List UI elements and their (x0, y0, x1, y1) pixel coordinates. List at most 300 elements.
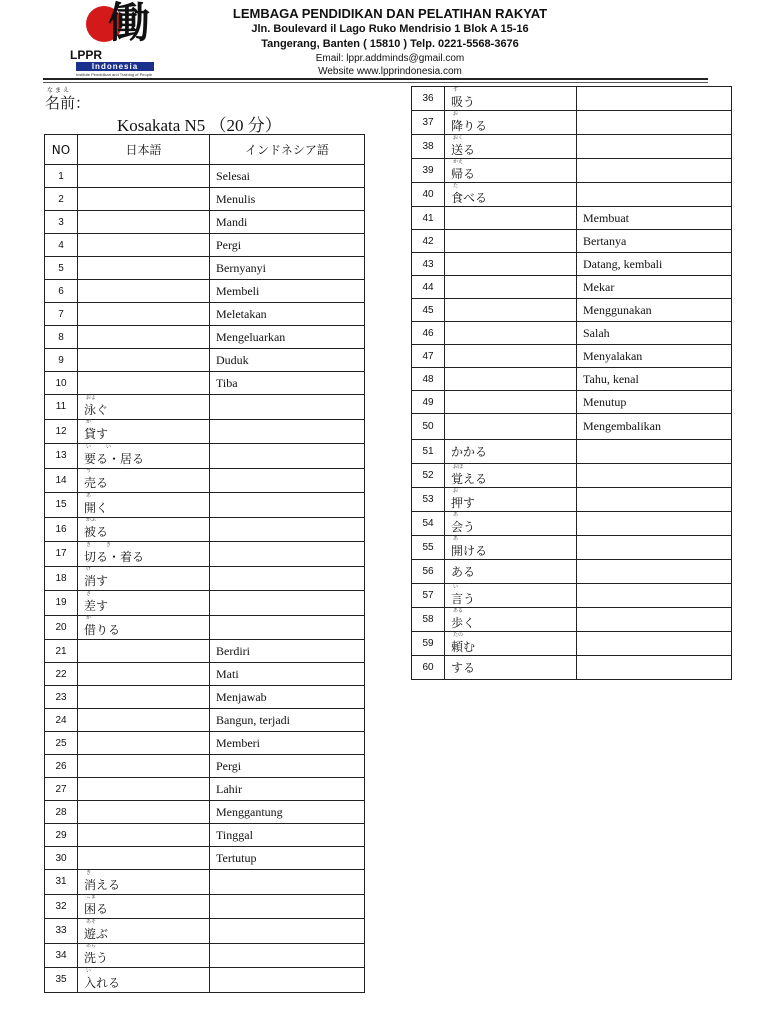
japanese-cell[interactable] (445, 87, 577, 111)
indonesian-cell[interactable]: Datang, kembali (577, 253, 732, 276)
row-number: 1 (45, 165, 78, 188)
furigana: き き (86, 541, 112, 548)
table-row (412, 159, 732, 183)
japanese-word: 帰る (451, 166, 476, 181)
table-row (412, 391, 732, 414)
furigana: い (86, 967, 92, 974)
indonesian-cell[interactable]: Mati (210, 663, 365, 686)
japanese-cell[interactable] (445, 656, 577, 680)
japanese-cell[interactable] (78, 591, 210, 616)
header-divider (43, 78, 708, 80)
japanese-cell[interactable] (78, 517, 210, 542)
japanese-cell[interactable] (445, 276, 577, 299)
table-row (412, 111, 732, 135)
japanese-cell[interactable] (78, 493, 210, 518)
row-number: 56 (412, 560, 445, 584)
row-number: 60 (412, 656, 445, 680)
japanese-cell[interactable] (78, 732, 210, 755)
table-row (45, 591, 365, 616)
furigana: ある (453, 607, 464, 614)
row-number: 7 (45, 303, 78, 326)
table-row (45, 686, 365, 709)
japanese-cell[interactable] (78, 943, 210, 968)
japanese-cell[interactable] (78, 640, 210, 663)
indonesian-cell[interactable]: Pergi (210, 755, 365, 778)
indonesian-cell[interactable]: Tinggal (210, 824, 365, 847)
indonesian-cell[interactable] (210, 542, 365, 567)
indonesian-cell[interactable] (210, 968, 365, 993)
indonesian-cell[interactable]: Duduk (210, 349, 365, 372)
table-row (412, 414, 732, 440)
table-row (412, 183, 732, 207)
indonesian-cell[interactable] (577, 464, 732, 488)
name-field-label (45, 87, 91, 113)
table-row (412, 135, 732, 159)
row-number: 55 (412, 536, 445, 560)
table-row (412, 512, 732, 536)
table-row (412, 464, 732, 488)
indonesian-cell[interactable]: Lahir (210, 778, 365, 801)
table-row (45, 542, 365, 567)
japanese-word: 要る・居る (84, 451, 145, 466)
indonesian-cell[interactable] (577, 512, 732, 536)
row-number: 28 (45, 801, 78, 824)
japanese-word: 借りる (84, 623, 121, 638)
japanese-cell[interactable] (78, 444, 210, 469)
indonesian-cell[interactable]: Tertutup (210, 847, 365, 870)
japanese-cell[interactable] (445, 368, 577, 391)
table-row (45, 968, 365, 993)
indonesian-cell[interactable] (210, 919, 365, 944)
indonesian-cell[interactable] (577, 656, 732, 680)
japanese-word: 吸う (451, 94, 476, 109)
furigana: あら (86, 943, 97, 950)
furigana: あそ (86, 918, 97, 925)
japanese-cell[interactable] (445, 608, 577, 632)
table-row (45, 663, 365, 686)
row-number: 9 (45, 349, 78, 372)
indonesian-cell[interactable] (577, 111, 732, 135)
table-row (45, 709, 365, 732)
japanese-cell[interactable] (78, 755, 210, 778)
table-row (45, 303, 365, 326)
row-number: 6 (45, 280, 78, 303)
japanese-word: 困る (84, 902, 109, 917)
row-number: 35 (45, 968, 78, 993)
table-row (45, 419, 365, 444)
row-number: 2 (45, 188, 78, 211)
row-number: 18 (45, 566, 78, 591)
row-number: 10 (45, 372, 78, 395)
row-number: 29 (45, 824, 78, 847)
indonesian-cell[interactable]: Menggunakan (577, 299, 732, 322)
indonesian-cell[interactable]: Bertanya (577, 230, 732, 253)
table-row (45, 824, 365, 847)
japanese-cell[interactable] (78, 280, 210, 303)
furigana: け (86, 566, 92, 573)
furigana: おぼ (453, 463, 464, 470)
japanese-cell[interactable] (445, 253, 577, 276)
japanese-word: 降りる (451, 118, 488, 133)
japanese-word: 差す (84, 598, 109, 613)
row-number: 21 (45, 640, 78, 663)
indonesian-cell[interactable] (577, 632, 732, 656)
japanese-cell[interactable] (445, 159, 577, 183)
table-row (45, 188, 365, 211)
table-row (412, 299, 732, 322)
table-row (45, 280, 365, 303)
indonesian-cell[interactable]: Tiba (210, 372, 365, 395)
indonesian-cell[interactable]: Mengeluarkan (210, 326, 365, 349)
japanese-word: 被る (84, 525, 109, 540)
indonesian-cell[interactable] (577, 488, 732, 512)
indonesian-cell[interactable] (577, 183, 732, 207)
japanese-cell[interactable] (78, 257, 210, 280)
row-number: 59 (412, 632, 445, 656)
japanese-cell[interactable] (445, 488, 577, 512)
japanese-cell[interactable] (78, 165, 210, 188)
row-number: 22 (45, 663, 78, 686)
indonesian-cell[interactable]: Meletakan (210, 303, 365, 326)
website-line: Website www.lpprindonesia.com (318, 66, 462, 77)
furigana: か (86, 615, 92, 622)
indonesian-cell[interactable]: Menulis (210, 188, 365, 211)
row-number: 46 (412, 322, 445, 345)
indonesian-cell[interactable]: Membeli (210, 280, 365, 303)
indonesian-cell[interactable]: Menyalakan (577, 345, 732, 368)
table-row (45, 919, 365, 944)
japanese-cell[interactable] (78, 686, 210, 709)
logo-brand: Indonesia (76, 62, 154, 71)
japanese-cell[interactable] (445, 207, 577, 230)
indonesian-cell[interactable] (210, 493, 365, 518)
furigana: た (453, 182, 459, 189)
japanese-cell[interactable] (445, 464, 577, 488)
japanese-cell[interactable] (78, 968, 210, 993)
japanese-cell[interactable] (78, 801, 210, 824)
table-row (45, 894, 365, 919)
table-row (45, 326, 365, 349)
indonesian-cell[interactable] (210, 419, 365, 444)
table-row (45, 943, 365, 968)
japanese-cell[interactable] (445, 111, 577, 135)
indonesian-cell[interactable] (210, 517, 365, 542)
japanese-cell[interactable] (78, 870, 210, 895)
furigana: およ (86, 394, 97, 401)
japanese-word: 消す (84, 574, 109, 589)
header-divider-thin (43, 82, 708, 83)
table-row (412, 253, 732, 276)
indonesian-cell[interactable] (577, 536, 732, 560)
table-row (45, 870, 365, 895)
row-number: 16 (45, 517, 78, 542)
indonesian-cell[interactable] (577, 608, 732, 632)
row-number: 20 (45, 615, 78, 640)
japanese-cell[interactable] (78, 663, 210, 686)
japanese-cell[interactable] (78, 211, 210, 234)
table-row (45, 234, 365, 257)
table-row (45, 801, 365, 824)
furigana: こま (86, 894, 97, 901)
row-number: 17 (45, 542, 78, 567)
indonesian-cell[interactable]: Mengembalikan (577, 414, 732, 440)
indonesian-cell[interactable]: Pergi (210, 234, 365, 257)
row-number: 48 (412, 368, 445, 391)
japanese-cell[interactable] (78, 894, 210, 919)
table-row (45, 349, 365, 372)
japanese-cell[interactable] (78, 372, 210, 395)
row-number: 25 (45, 732, 78, 755)
row-number: 3 (45, 211, 78, 234)
row-number: 4 (45, 234, 78, 257)
vocab-table-right (411, 86, 732, 680)
row-number: 51 (412, 440, 445, 464)
row-number: 23 (45, 686, 78, 709)
table-row (45, 165, 365, 188)
furigana: たの (453, 631, 464, 638)
furigana: か (86, 419, 92, 426)
indonesian-cell[interactable] (577, 87, 732, 111)
japanese-cell[interactable] (445, 299, 577, 322)
indonesian-cell[interactable]: Menutup (577, 391, 732, 414)
row-number: 53 (412, 488, 445, 512)
indonesian-cell[interactable]: Bernyanyi (210, 257, 365, 280)
furigana: き (86, 869, 92, 876)
table-row (45, 755, 365, 778)
table-row (412, 440, 732, 464)
japanese-cell[interactable] (445, 440, 577, 464)
indonesian-cell[interactable]: Mekar (577, 276, 732, 299)
indonesian-cell[interactable]: Membuat (577, 207, 732, 230)
japanese-word: 会う (451, 519, 476, 534)
japanese-word: 食べる (451, 190, 488, 205)
table-row (45, 640, 365, 663)
logo-kanji: 働 (108, 0, 151, 47)
table-row (412, 488, 732, 512)
japanese-cell[interactable] (78, 566, 210, 591)
japanese-word: 消える (84, 877, 121, 892)
email-line: Email: lppr.addminds@gmail.com (315, 53, 465, 64)
table-row (412, 560, 732, 584)
japanese-word: 押す (451, 495, 476, 510)
japanese-cell[interactable] (78, 234, 210, 257)
japanese-cell[interactable] (445, 536, 577, 560)
indonesian-cell[interactable] (210, 615, 365, 640)
furigana: おく (453, 134, 464, 141)
indonesian-cell[interactable] (210, 395, 365, 420)
row-number: 40 (412, 183, 445, 207)
japanese-word: 遊ぶ (84, 926, 109, 941)
letterhead (180, 5, 600, 78)
table-row (412, 584, 732, 608)
table-row (412, 345, 732, 368)
furigana: さ (86, 590, 92, 597)
logo-abbr: LPPR (70, 48, 103, 62)
row-number: 13 (45, 444, 78, 469)
row-number: 58 (412, 608, 445, 632)
japanese-word: 洗う (84, 951, 109, 966)
indonesian-cell[interactable] (210, 468, 365, 493)
indonesian-cell[interactable]: Bangun, terjadi (210, 709, 365, 732)
quiz-title: Kosakata N5 （20 分） (117, 116, 282, 135)
row-number: 32 (45, 894, 78, 919)
furigana: い い (86, 443, 112, 450)
japanese-word: 頼む (451, 639, 476, 654)
indonesian-cell[interactable]: Menjawab (210, 686, 365, 709)
row-number: 38 (412, 135, 445, 159)
japanese-cell[interactable] (78, 847, 210, 870)
row-number: 39 (412, 159, 445, 183)
table-row (412, 322, 732, 345)
japanese-word: 貸す (84, 427, 109, 442)
row-number: 45 (412, 299, 445, 322)
row-number: 30 (45, 847, 78, 870)
japanese-cell[interactable] (445, 414, 577, 440)
col-id-header: インドネシア語 (210, 135, 365, 165)
row-number: 27 (45, 778, 78, 801)
japanese-cell[interactable] (445, 632, 577, 656)
row-number: 42 (412, 230, 445, 253)
japanese-cell[interactable] (78, 395, 210, 420)
furigana: あ (86, 492, 92, 499)
indonesian-cell[interactable] (210, 566, 365, 591)
indonesian-cell[interactable]: Mandi (210, 211, 365, 234)
city-line: Tangerang, Banten ( 15810 ) Telp. 0221-5568-3676 (261, 38, 519, 50)
indonesian-cell[interactable] (210, 444, 365, 469)
table-row (45, 732, 365, 755)
furigana: す (453, 86, 459, 93)
indonesian-cell[interactable] (577, 584, 732, 608)
japanese-cell[interactable] (445, 322, 577, 345)
japanese-word: 言う (451, 591, 476, 606)
japanese-cell[interactable] (445, 183, 577, 207)
indonesian-cell[interactable] (210, 943, 365, 968)
row-number: 34 (45, 943, 78, 968)
japanese-cell[interactable] (78, 919, 210, 944)
indonesian-cell[interactable]: Berdiri (210, 640, 365, 663)
japanese-cell[interactable] (78, 468, 210, 493)
furigana: あ (453, 511, 459, 518)
address-line: Jln. Boulevard il Lago Ruko Mendrisio 1 Blok A 15-16 (251, 23, 529, 35)
furigana: お (453, 110, 459, 117)
table-row (45, 468, 365, 493)
japanese-word: 切る・着る (84, 549, 145, 564)
table-row (412, 608, 732, 632)
col-no-header: NO (45, 135, 78, 165)
table-row (412, 207, 732, 230)
japanese-cell[interactable] (445, 135, 577, 159)
row-number: 52 (412, 464, 445, 488)
row-number: 47 (412, 345, 445, 368)
table-row (45, 566, 365, 591)
japanese-word: 泳ぐ (84, 402, 109, 417)
table-row (412, 632, 732, 656)
row-number: 31 (45, 870, 78, 895)
japanese-cell[interactable] (78, 349, 210, 372)
lppr-logo (70, 0, 155, 77)
japanese-cell[interactable] (78, 303, 210, 326)
indonesian-cell[interactable] (577, 560, 732, 584)
indonesian-cell[interactable]: Tahu, kenal (577, 368, 732, 391)
row-number: 26 (45, 755, 78, 778)
table-row (45, 257, 365, 280)
furigana: お (453, 487, 459, 494)
table-row (45, 778, 365, 801)
japanese-cell[interactable] (78, 542, 210, 567)
japanese-word: 開ける (451, 543, 488, 558)
japanese-cell[interactable] (445, 391, 577, 414)
indonesian-cell[interactable] (577, 135, 732, 159)
furigana: い (453, 583, 459, 590)
japanese-cell[interactable] (78, 615, 210, 640)
vocab-table-left (44, 134, 365, 993)
japanese-word: かかる (451, 445, 488, 459)
japanese-cell[interactable] (78, 326, 210, 349)
indonesian-cell[interactable] (577, 440, 732, 464)
indonesian-cell[interactable] (210, 591, 365, 616)
japanese-cell[interactable] (78, 824, 210, 847)
japanese-cell[interactable] (78, 419, 210, 444)
row-number: 36 (412, 87, 445, 111)
row-number: 11 (45, 395, 78, 420)
japanese-cell[interactable] (445, 230, 577, 253)
japanese-word: 覚える (451, 471, 488, 486)
table-row (45, 847, 365, 870)
table-row (45, 444, 365, 469)
table-row (412, 656, 732, 680)
indonesian-cell[interactable]: Memberi (210, 732, 365, 755)
row-number: 5 (45, 257, 78, 280)
furigana: かぶ (86, 517, 97, 524)
indonesian-cell[interactable] (210, 870, 365, 895)
row-number: 50 (412, 414, 445, 440)
japanese-cell[interactable] (78, 778, 210, 801)
furigana: かえ (453, 158, 464, 165)
japanese-word: 歩く (451, 615, 476, 630)
table-row (45, 372, 365, 395)
japanese-word: 送る (451, 142, 476, 157)
japanese-cell[interactable] (445, 560, 577, 584)
indonesian-cell[interactable]: Menggantung (210, 801, 365, 824)
table-row (412, 230, 732, 253)
table-row (45, 211, 365, 234)
indonesian-cell[interactable] (577, 159, 732, 183)
row-number: 49 (412, 391, 445, 414)
japanese-cell[interactable] (78, 709, 210, 732)
org-name: LEMBAGA PENDIDIKAN DAN PELATIHAN RAKYAT (232, 6, 548, 21)
japanese-word: 開く (84, 500, 109, 515)
japanese-cell[interactable] (78, 188, 210, 211)
table-row (45, 493, 365, 518)
row-number: 8 (45, 326, 78, 349)
name-label: 名前： (45, 94, 91, 112)
row-number: 41 (412, 207, 445, 230)
row-number: 37 (412, 111, 445, 135)
indonesian-cell[interactable]: Selesai (210, 165, 365, 188)
japanese-cell[interactable] (445, 584, 577, 608)
japanese-cell[interactable] (445, 345, 577, 368)
table-row (45, 517, 365, 542)
japanese-cell[interactable] (445, 512, 577, 536)
logo-tagline: Institute Pendidikan and Training of People (76, 72, 153, 77)
row-number: 57 (412, 584, 445, 608)
indonesian-cell[interactable]: Salah (577, 322, 732, 345)
table-row (412, 536, 732, 560)
indonesian-cell[interactable] (210, 894, 365, 919)
row-number: 44 (412, 276, 445, 299)
name-ruby: なまえ (47, 87, 72, 94)
furigana: う (86, 468, 92, 475)
